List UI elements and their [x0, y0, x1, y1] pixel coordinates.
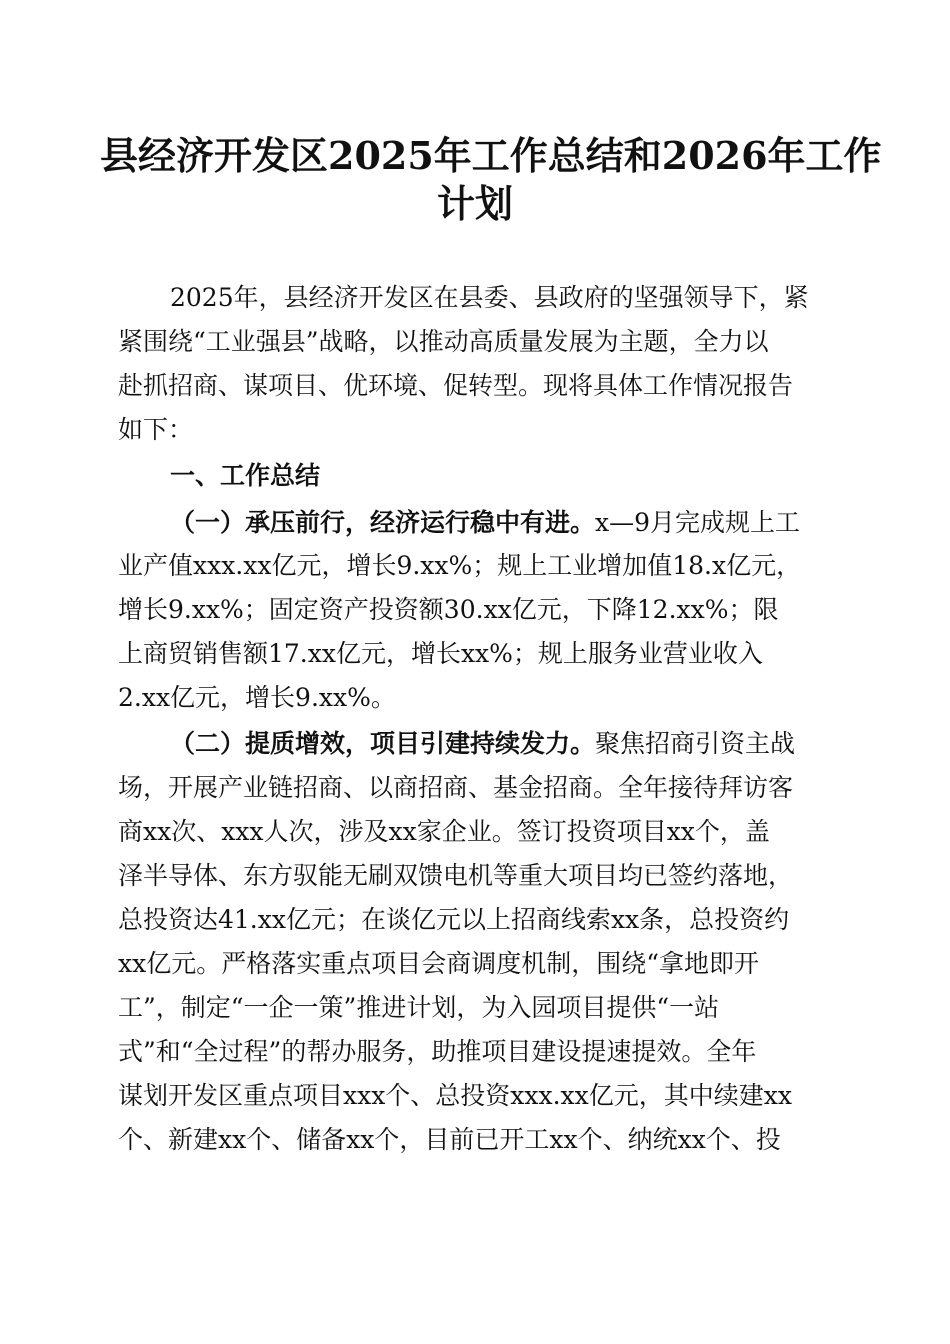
sub1-line-5: 2.xx亿元，增长9.xx%。 — [118, 683, 396, 712]
sub2-line-2: 场，开展产业链招商、以商招商、基金招商。全年接待拜访客 — [118, 773, 794, 802]
title-line-1: 县经济开发区2025年工作总结和2026年工作 — [100, 133, 882, 178]
intro-line-1: 2025年，县经济开发区在县委、县政府的坚强领导下，紧 — [170, 283, 809, 312]
sub1-heading: （一）承压前行，经济运行稳中有进。 — [170, 508, 596, 537]
section-heading: 一、工作总结 — [170, 461, 321, 490]
sub1-line-2: 业产值xxx.xx亿元，增长9.xx%；规上工业增加值18.x亿元， — [118, 551, 802, 580]
intro-line-3: 赴抓招商、谋项目、优环境、促转型。现将具体工作情况报告 — [118, 371, 794, 400]
sub2-line-4: 泽半导体、东方驭能无刷双馈电机等重大项目均已签约落地， — [118, 861, 794, 890]
document-title — [100, 132, 882, 228]
sub1-line-3: 增长9.xx%；固定资产投资额30.xx亿元，下降12.xx%；限 — [118, 595, 779, 624]
sub1-line-4: 上商贸销售额17.xx亿元，增长xx%；规上服务业营业收入 — [118, 639, 763, 668]
sub2-first-line — [170, 728, 795, 760]
sub2-line-10: 个、新建xx个、储备xx个，目前已开工xx个、纳统xx个、投 — [118, 1125, 781, 1154]
sub1-line1-text: x—9月完成规上工 — [595, 508, 801, 537]
sub2-line-9: 谋划开发区重点项目xxx个、总投资xxx.xx亿元，其中续建xx — [118, 1081, 792, 1110]
sub2-line-7: 工”，制定“一企一策”推进计划，为入园项目提供“一站 — [118, 993, 720, 1022]
intro-line-4: 如下： — [118, 415, 194, 444]
sub1-first-line — [170, 507, 800, 539]
title-line-2: 计划 — [436, 181, 513, 226]
sub2-heading: （二）提质增效，项目引建持续发力。 — [170, 729, 596, 758]
sub2-line1-text: 聚焦招商引资主战 — [595, 729, 796, 758]
sub2-line-6: xx亿元。严格落实重点项目会商调度机制，围绕“拿地即开 — [118, 949, 759, 978]
sub2-line-5: 总投资达41.xx亿元；在谈亿元以上招商线索xx条，总投资约 — [118, 905, 790, 934]
intro-line-2: 紧围绕“工业强县”战略，以推动高质量发展为主题，全力以 — [118, 327, 769, 356]
sub2-line-8: 式”和“全过程”的帮办服务，助推项目建设提速提效。全年 — [118, 1037, 757, 1066]
sub2-line-3: 商xx次、xxx人次，涉及xx家企业。签订投资项目xx个，盖 — [118, 817, 770, 846]
